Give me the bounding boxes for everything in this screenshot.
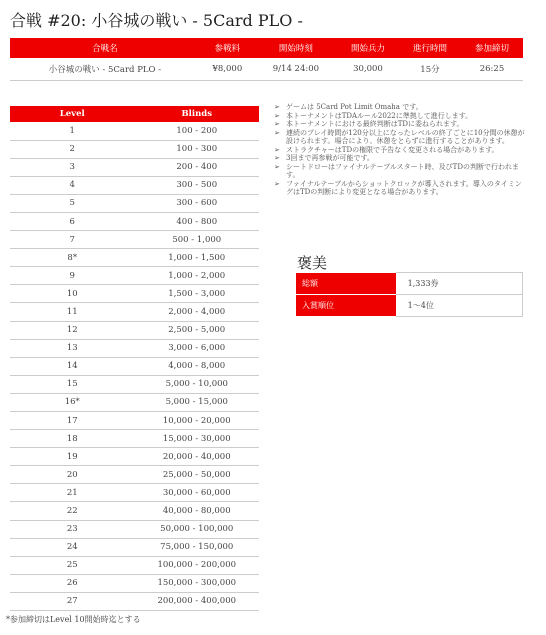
- blinds-row: [10, 194, 259, 212]
- blinds-row: [10, 249, 259, 267]
- arrow-bullet-icon: ➢: [274, 111, 280, 120]
- level-cell: 3: [10, 158, 135, 176]
- blinds-cell: 400 - 800: [135, 212, 260, 230]
- blinds-cell: 200,000 - 400,000: [135, 592, 260, 610]
- arrow-bullet-icon: ➢: [274, 103, 280, 111]
- header-level: Level: [10, 106, 135, 122]
- rules-list: [274, 103, 526, 197]
- level-duration-value: 15分: [399, 58, 461, 80]
- rule-item: [274, 103, 526, 112]
- blinds-cell: 3,000 - 6,000: [135, 339, 260, 357]
- rule-item: [274, 146, 526, 155]
- level-cell: 26: [10, 574, 135, 592]
- rule-text: シートドローはファイナルテーブルスタート時、及びTDの判断で行われます。: [286, 162, 519, 179]
- level-cell: 22: [10, 502, 135, 520]
- blinds-cell: 100,000 - 200,000: [135, 556, 260, 574]
- rule-item: [274, 112, 526, 121]
- blinds-row: [10, 285, 259, 303]
- arrow-bullet-icon: ➢: [274, 179, 280, 188]
- level-cell: 10: [10, 285, 135, 303]
- blinds-cell: 300 - 600: [135, 194, 260, 212]
- prize-heading: 褒美: [297, 254, 328, 272]
- prize-row-total: [296, 273, 523, 295]
- header-level-duration: 進行時間: [399, 38, 461, 58]
- level-cell: 12: [10, 321, 135, 339]
- blinds-row: [10, 430, 259, 448]
- blinds-row: [10, 393, 259, 411]
- prize-total-label: 総額: [296, 273, 396, 295]
- blinds-cell: 200 - 400: [135, 158, 260, 176]
- blinds-footnote: *参加締切はLevel 10開始時迄とする: [6, 615, 141, 624]
- info-header-row: [10, 38, 523, 58]
- blinds-cell: 10,000 - 20,000: [135, 412, 260, 430]
- arrow-bullet-icon: ➢: [274, 154, 280, 162]
- rule-text: 本トーナメントはTDAルール2022に準拠して進行します。: [286, 111, 473, 120]
- level-cell: 11: [10, 303, 135, 321]
- blinds-row: [10, 176, 259, 194]
- blinds-cell: 1,000 - 1,500: [135, 249, 260, 267]
- rule-text: 3回まで再参戦が可能です。: [286, 154, 374, 162]
- blinds-cell: 75,000 - 150,000: [135, 538, 260, 556]
- header-battle-name: 合戦名: [10, 38, 200, 58]
- blinds-cell: 30,000 - 60,000: [135, 484, 260, 502]
- level-cell: 6: [10, 212, 135, 230]
- prize-table: [296, 272, 523, 317]
- prize-row-places: [296, 295, 523, 317]
- blinds-row: [10, 448, 259, 466]
- rule-item: [274, 154, 526, 163]
- level-cell: 7: [10, 231, 135, 249]
- blinds-row: [10, 556, 259, 574]
- blinds-cell: 5,000 - 10,000: [135, 375, 260, 393]
- rule-text: ファイナルテーブルからショットクロックが導入されます。導入のタイミングはTDの判断により変更となる場合があります。: [286, 179, 522, 196]
- blinds-cell: 100 - 300: [135, 140, 260, 158]
- registration-close-value: 26:25: [461, 58, 523, 80]
- level-cell: 5: [10, 194, 135, 212]
- blinds-cell: 150,000 - 300,000: [135, 574, 260, 592]
- rule-item: [274, 163, 526, 180]
- blinds-row: [10, 484, 259, 502]
- header-blinds: Blinds: [135, 106, 260, 122]
- level-cell: 14: [10, 357, 135, 375]
- blinds-row: [10, 231, 259, 249]
- level-cell: 8*: [10, 249, 135, 267]
- blinds-row: [10, 140, 259, 158]
- blinds-cell: 5,000 - 15,000: [135, 393, 260, 411]
- level-cell: 9: [10, 267, 135, 285]
- blinds-row: [10, 357, 259, 375]
- arrow-bullet-icon: ➢: [274, 128, 280, 137]
- level-cell: 1: [10, 122, 135, 140]
- blinds-cell: 25,000 - 50,000: [135, 466, 260, 484]
- blinds-row: [10, 375, 259, 393]
- header-start-time: 開始時刻: [255, 38, 337, 58]
- blinds-cell: 20,000 - 40,000: [135, 448, 260, 466]
- blinds-cell: 1,000 - 2,000: [135, 267, 260, 285]
- info-data-row: [10, 58, 523, 80]
- level-cell: 15: [10, 375, 135, 393]
- blinds-cell: 1,500 - 3,000: [135, 285, 260, 303]
- blinds-row: [10, 466, 259, 484]
- battle-name-value: 小谷城の戦い - 5Card PLO -: [10, 58, 200, 80]
- blinds-cell: 50,000 - 100,000: [135, 520, 260, 538]
- level-cell: 24: [10, 538, 135, 556]
- level-cell: 21: [10, 484, 135, 502]
- rule-text: ストラクチャーはTDの権限で予告なく変更される場合があります。: [286, 145, 499, 154]
- blinds-cell: 500 - 1,000: [135, 231, 260, 249]
- blinds-row: [10, 122, 259, 140]
- arrow-bullet-icon: ➢: [274, 162, 280, 171]
- tournament-info-table: [10, 38, 523, 81]
- level-cell: 27: [10, 592, 135, 610]
- level-cell: 20: [10, 466, 135, 484]
- prize-total-value: 1,333券: [396, 273, 523, 295]
- starting-stack-value: 30,000: [337, 58, 399, 80]
- blinds-row: [10, 412, 259, 430]
- arrow-bullet-icon: ➢: [274, 120, 280, 128]
- blinds-row: [10, 574, 259, 592]
- level-cell: 13: [10, 339, 135, 357]
- blinds-cell: 4,000 - 8,000: [135, 357, 260, 375]
- blinds-cell: 40,000 - 80,000: [135, 502, 260, 520]
- rule-item: [274, 129, 526, 146]
- blinds-cell: 100 - 200: [135, 122, 260, 140]
- blinds-structure-table: [10, 106, 259, 611]
- level-cell: 4: [10, 176, 135, 194]
- rule-text: ゲームは 5Card Pot Limit Omaha です。: [286, 103, 423, 111]
- blinds-row: [10, 303, 259, 321]
- blinds-row: [10, 339, 259, 357]
- rule-text: 連続のプレイ時間が120分以上になったレベルの終了ごとに10分間の休憩が設けられます。場合により、休憩をとらずに進行することがあります。: [286, 128, 525, 145]
- blinds-row: [10, 520, 259, 538]
- level-cell: 23: [10, 520, 135, 538]
- arrow-bullet-icon: ➢: [274, 145, 280, 154]
- rule-text: 本トーナメントにおける最終判断はTDに委ねられます。: [286, 120, 464, 128]
- level-cell: 2: [10, 140, 135, 158]
- level-cell: 16*: [10, 393, 135, 411]
- blinds-row: [10, 321, 259, 339]
- level-cell: 25: [10, 556, 135, 574]
- level-cell: 19: [10, 448, 135, 466]
- header-entry-fee: 参戦料: [200, 38, 255, 58]
- rule-item: [274, 120, 526, 129]
- level-cell: 17: [10, 412, 135, 430]
- blinds-cell: 300 - 500: [135, 176, 260, 194]
- blinds-row: [10, 592, 259, 610]
- page-title: 合戦 #20: 小谷城の戦い - 5Card PLO -: [10, 11, 303, 30]
- blinds-row: [10, 267, 259, 285]
- entry-fee-value: ¥8,000: [200, 58, 255, 80]
- start-time-value: 9/14 24:00: [255, 58, 337, 80]
- prize-places-value: 1～4位: [396, 295, 523, 317]
- level-cell: 18: [10, 430, 135, 448]
- prize-places-label: 入賞順位: [296, 295, 396, 317]
- blinds-row: [10, 502, 259, 520]
- blinds-row: [10, 212, 259, 230]
- rule-item: [274, 180, 526, 197]
- blinds-row: [10, 538, 259, 556]
- blinds-cell: 15,000 - 30,000: [135, 430, 260, 448]
- blinds-cell: 2,000 - 4,000: [135, 303, 260, 321]
- blinds-header-row: [10, 106, 259, 122]
- blinds-cell: 2,500 - 5,000: [135, 321, 260, 339]
- header-starting-stack: 開始兵力: [337, 38, 399, 58]
- blinds-row: [10, 158, 259, 176]
- header-registration-close: 参加締切: [461, 38, 523, 58]
